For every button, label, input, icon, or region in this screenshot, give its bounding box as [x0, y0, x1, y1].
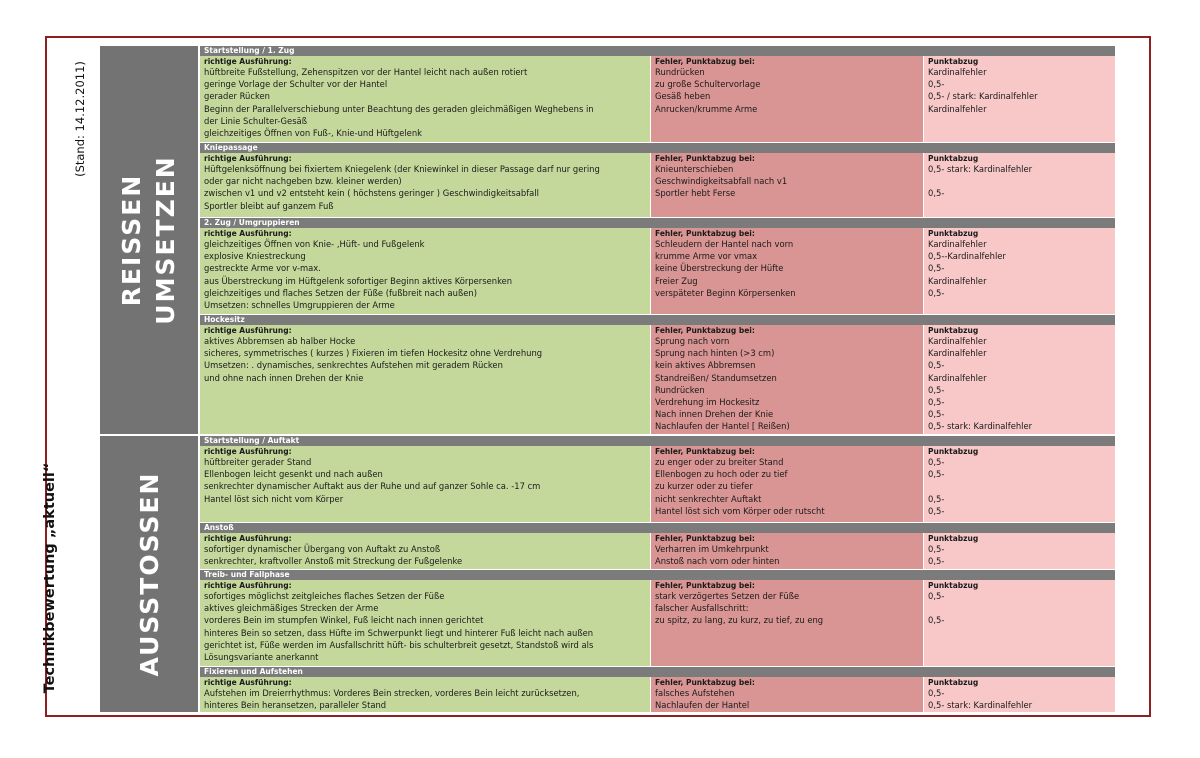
cell-heading: Punktabzug: [928, 581, 979, 590]
cell-line: gleichzeitiges Öffnen von Fuß-, Knie-und Hüftgelenk: [204, 128, 422, 139]
sidebar-label-ausstossen: AUSSTOSSEN: [135, 471, 164, 677]
correct-execution-cell: [200, 153, 650, 217]
cell-line: Kardinalfehler: [928, 103, 987, 114]
cell-heading: Punktabzug: [928, 534, 979, 543]
sidebar-ausstossen: [100, 436, 198, 712]
cell-line: falscher Ausfallschritt:: [655, 603, 749, 614]
cell-line: Beginn der Parallelverschiebung unter Beachtung des geraden gleichmäßigen Weghebens in: [204, 103, 594, 114]
section-header: 2. Zug / Umgruppieren: [200, 218, 1115, 228]
cell-line: Hüftgelenksöffnung bei fixiertem Kniegelenk (der Kniewinkel in dieser Passage darf nur gering: [204, 164, 600, 174]
cell-line: Lösungsvariante anerkannt: [204, 652, 319, 663]
cell-line: kein aktives Abbremsen: [655, 360, 756, 371]
cell-line: und ohne nach innen Drehen der Knie: [204, 372, 364, 383]
correct-execution-cell: [200, 533, 650, 569]
cell-line: aus Überstreckung im Hüftgelenk sofortiger Beginn aktives Körpersenken: [204, 275, 513, 286]
cell-line: [928, 175, 1111, 187]
cell-line: Rundrücken: [655, 67, 705, 77]
cell-line: zu spitz, zu lang, zu kurz, zu tief, zu eng: [655, 615, 824, 626]
cell-line: Sportler bleibt auf ganzem Fuß: [204, 200, 334, 211]
cell-line: oder gar nicht nachgeben bzw. kleiner werden): [204, 176, 402, 187]
errors-cell: [651, 228, 923, 314]
cell-heading: Punktabzug: [928, 447, 979, 456]
errors-cell: [651, 580, 923, 666]
cell-line: 0,5- stark: Kardinalfehler: [928, 421, 1033, 432]
cell-line: 0,5-: [928, 469, 945, 480]
cell-line: krumme Arme vor vmax: [655, 251, 758, 262]
section-header: Fixieren und Aufstehen: [200, 667, 1115, 677]
deduction-cell: [924, 580, 1115, 666]
cell-line: senkrechter dynamischer Auftakt aus der Ruhe und auf ganzer Sohle ca. -17 cm: [204, 481, 541, 492]
cell-line: sofortiger dynamischer Übergang von Auftakt zu Anstoß: [204, 544, 441, 554]
cell-line: aktives gleichmäßiges Strecken der Arme: [204, 603, 379, 614]
page-title: Technikbewertung „aktuell“: [42, 462, 58, 694]
cell-line: 0,5- / stark: Kardinalfehler: [928, 91, 1038, 102]
deduction-cell: [924, 153, 1115, 217]
cell-heading: Fehler, Punktabzug bei:: [655, 154, 755, 163]
correct-execution-cell: [200, 325, 650, 434]
cell-line: zu enger oder zu breiter Stand: [655, 457, 784, 467]
deduction-cell: [924, 533, 1115, 569]
cell-line: Rundrücken: [655, 384, 705, 395]
cell-line: gestreckte Arme vor v-max.: [204, 263, 321, 274]
cell-line: 0,5-: [928, 397, 945, 408]
cell-line: sofortiges möglichst zeitgleiches flaches Setzen der Füße: [204, 591, 445, 601]
cell-line: gleichzeitiges Öffnen von Knie- ,Hüft- und Fußgelenk: [204, 239, 425, 249]
cell-line: Kardinalfehler: [928, 275, 987, 286]
cell-line: zu kurzer oder zu tiefer: [655, 481, 753, 492]
cell-heading: Punktabzug: [928, 229, 979, 238]
cell-line: geringe Vorlage der Schulter vor der Hantel: [204, 79, 388, 90]
cell-line: hüftbreite Fußstellung, Zehenspitzen vor der Hantel leicht nach außen rotiert: [204, 67, 528, 77]
cell-line: Sportler hebt Ferse: [655, 188, 736, 199]
errors-cell: [651, 56, 923, 142]
cell-line: 0,5-: [928, 615, 945, 626]
section-header: Treib- und Fallphase: [200, 570, 1115, 580]
cell-line: 0,5-: [928, 556, 945, 567]
sidebar-reissen-umsetzen: [100, 46, 198, 434]
cell-line: Sprung nach hinten (>3 cm): [655, 348, 775, 359]
section-header: Startstellung / 1. Zug: [200, 46, 1115, 56]
cell-heading: richtige Ausführung:: [204, 581, 292, 590]
cell-line: Gesäß heben: [655, 91, 711, 102]
cell-line: Hantel löst sich vom Körper oder rutscht: [655, 505, 825, 516]
cell-line: Ellenbogen leicht gesenkt und nach außen: [204, 469, 383, 480]
cell-heading: Fehler, Punktabzug bei:: [655, 581, 755, 590]
cell-heading: Fehler, Punktabzug bei:: [655, 534, 755, 543]
cell-line: Kardinalfehler: [928, 67, 987, 77]
cell-line: Verharren im Umkehrpunkt: [655, 544, 769, 554]
cell-line: explosive Kniestreckung: [204, 251, 306, 262]
cell-line: Geschwindigkeitsabfall nach v1: [655, 176, 788, 187]
cell-heading: richtige Ausführung:: [204, 447, 292, 456]
cell-line: [928, 480, 1111, 492]
cell-line: Aufstehen im Dreierrhythmus: Vorderes Bein strecken, vorderes Bein leicht zurücksetzen,: [204, 688, 580, 698]
correct-execution-cell: [200, 580, 650, 666]
cell-line: Ellenbogen zu hoch oder zu tief: [655, 469, 788, 480]
cell-line: stark verzögertes Setzen der Füße: [655, 591, 800, 601]
cell-line: Freier Zug: [655, 275, 698, 286]
cell-line: zwischen v1 und v2 entsteht kein ( höchstens geringer ) Geschwindigkeitsabfall: [204, 188, 539, 199]
deduction-cell: [924, 228, 1115, 314]
cell-line: hinteres Bein heransetzen, paralleler Stand: [204, 700, 387, 711]
cell-line: Nachlaufen der Hantel [ Reißen): [655, 421, 790, 432]
cell-line: 0,5-: [928, 493, 945, 504]
cell-heading: richtige Ausführung:: [204, 678, 292, 687]
cell-heading: richtige Ausführung:: [204, 154, 292, 163]
deduction-cell: [924, 325, 1115, 434]
cell-heading: Fehler, Punktabzug bei:: [655, 326, 755, 335]
cell-line: falsches Aufstehen: [655, 688, 735, 698]
cell-line: verspäteter Beginn Körpersenken: [655, 287, 796, 298]
cell-line: gerader Rücken: [204, 91, 270, 102]
cell-line: Nach innen Drehen der Knie: [655, 409, 774, 420]
cell-heading: Fehler, Punktabzug bei:: [655, 678, 755, 687]
cell-heading: Fehler, Punktabzug bei:: [655, 229, 755, 238]
cell-line: [928, 602, 1111, 614]
cell-line: hinteres Bein so setzen, dass Hüfte im Schwerpunkt liegt und hinterer Fuß leicht nach außen: [204, 627, 594, 638]
cell-line: gerichtet ist, Füße werden im Ausfallschritt hüft- bis schulterbreit gesetzt, Standstoß wird als: [204, 639, 594, 650]
cell-line: 0,5-: [928, 544, 945, 554]
cell-line: 0,5-: [928, 409, 945, 420]
section-header: Anstoß: [200, 523, 1115, 533]
deduction-cell: [924, 677, 1115, 712]
cell-line: Nachlaufen der Hantel: [655, 700, 750, 711]
cell-line: keine Überstreckung der Hüfte: [655, 263, 784, 274]
cell-line: Schleudern der Hantel nach vorn: [655, 239, 794, 249]
errors-cell: [651, 677, 923, 712]
cell-heading: Punktabzug: [928, 57, 979, 66]
cell-heading: richtige Ausführung:: [204, 229, 292, 238]
cell-line: gleichzeitiges und flaches Setzen der Füße (fußbreit nach außen): [204, 287, 477, 298]
cell-line: Kardinalfehler: [928, 239, 987, 249]
cell-line: sicheres, symmetrisches ( kurzes ) Fixieren im tiefen Hockesitz ohne Verdrehung: [204, 348, 543, 359]
cell-heading: Fehler, Punktabzug bei:: [655, 447, 755, 456]
correct-execution-cell: [200, 56, 650, 142]
cell-line: 0,5-: [928, 188, 945, 199]
cell-line: senkrechter, kraftvoller Anstoß mit Streckung der Fußgelenke: [204, 556, 463, 567]
cell-line: 0,5-: [928, 79, 945, 90]
cell-line: 0,5-: [928, 360, 945, 371]
correct-execution-cell: [200, 228, 650, 314]
deduction-cell: [924, 446, 1115, 522]
cell-line: zu große Schultervorlage: [655, 79, 761, 90]
section-header: Kniepassage: [200, 143, 1115, 153]
cell-line: Anrucken/krumme Arme: [655, 103, 758, 114]
cell-heading: richtige Ausführung:: [204, 57, 292, 66]
cell-heading: Punktabzug: [928, 326, 979, 335]
correct-execution-cell: [200, 446, 650, 522]
stand-date: (Stand: 14.12.2011): [73, 61, 87, 177]
cell-line: Knieunterschieben: [655, 164, 734, 174]
cell-heading: Punktabzug: [928, 678, 979, 687]
cell-line: 0,5- stark: Kardinalfehler: [928, 700, 1033, 711]
cell-line: 0,5-: [928, 505, 945, 516]
cell-line: hüftbreiter gerader Stand: [204, 457, 312, 467]
errors-cell: [651, 325, 923, 434]
cell-line: Sprung nach vorn: [655, 336, 730, 346]
sidebar-label-reissen: REISSEN UMSETZEN: [117, 155, 180, 325]
cell-line: Umsetzen: schnelles Umgruppieren der Arme: [204, 300, 395, 311]
cell-line: aktives Abbremsen ab halber Hocke: [204, 336, 356, 346]
cell-line: 0,5-: [928, 384, 945, 395]
cell-line: 0,5-: [928, 287, 945, 298]
errors-cell: [651, 153, 923, 217]
cell-line: Hantel löst sich nicht vom Körper: [204, 493, 344, 504]
cell-heading: richtige Ausführung:: [204, 534, 292, 543]
cell-line: Kardinalfehler: [928, 336, 987, 346]
cell-line: Kardinalfehler: [928, 372, 987, 383]
cell-line: nicht senkrechter Auftakt: [655, 493, 762, 504]
cell-line: 0,5-: [928, 457, 945, 467]
cell-line: Standreißen/ Standumsetzen: [655, 372, 777, 383]
cell-line: Verdrehung im Hockesitz: [655, 397, 760, 408]
cell-line: Kardinalfehler: [928, 348, 987, 359]
cell-line: Anstoß nach vorn oder hinten: [655, 556, 780, 567]
cell-line: Umsetzen: . dynamisches, senkrechtes Aufstehen mit geradem Rücken: [204, 360, 503, 371]
errors-cell: [651, 533, 923, 569]
errors-cell: [651, 446, 923, 522]
cell-line: 0,5--Kardinalfehler: [928, 251, 1006, 262]
cell-line: 0,5-: [928, 263, 945, 274]
cell-line: 0,5- stark: Kardinalfehler: [928, 164, 1033, 174]
cell-line: 0,5-: [928, 591, 945, 601]
cell-heading: Punktabzug: [928, 154, 979, 163]
section-header: Startstellung / Auftakt: [200, 436, 1115, 446]
cell-line: vorderes Bein im stumpfen Winkel, Fuß leicht nach innen gerichtet: [204, 615, 484, 626]
cell-heading: richtige Ausführung:: [204, 326, 292, 335]
section-header: Hockesitz: [200, 315, 1115, 325]
deduction-cell: [924, 56, 1115, 142]
correct-execution-cell: [200, 677, 650, 712]
cell-line: der Linie Schulter-Gesäß: [204, 115, 307, 126]
cell-heading: Fehler, Punktabzug bei:: [655, 57, 755, 66]
cell-line: 0,5-: [928, 688, 945, 698]
